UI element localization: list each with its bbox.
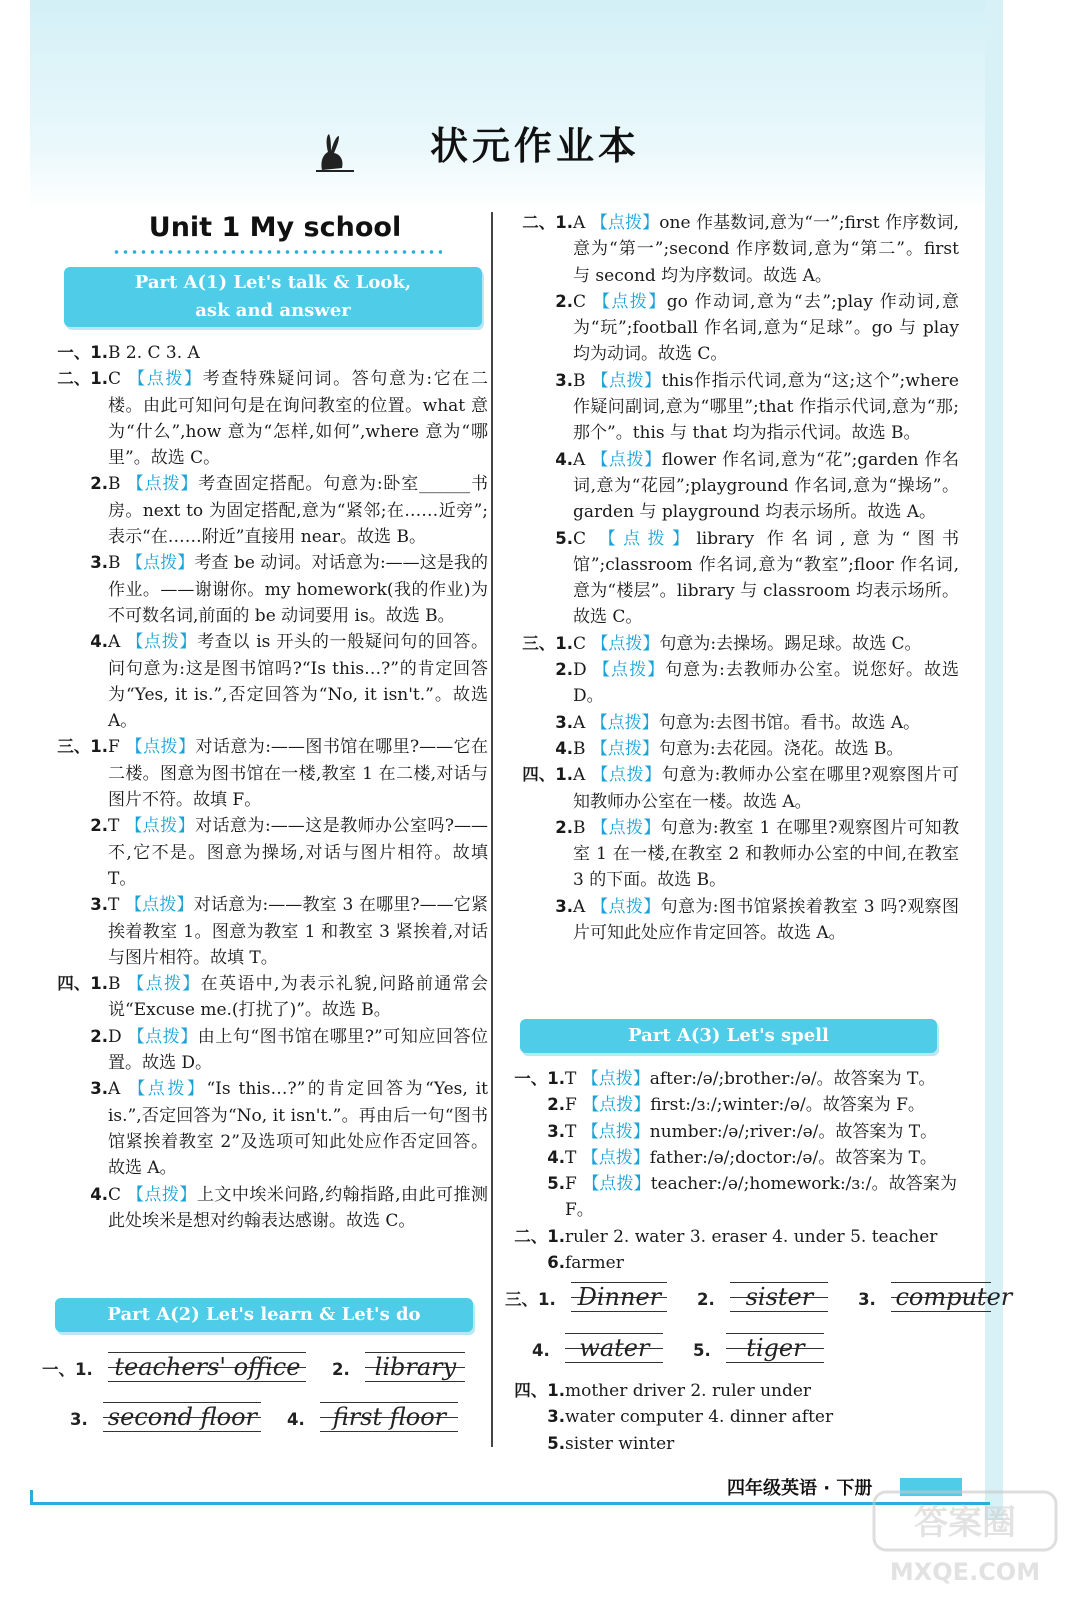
answer-letter: B	[108, 974, 128, 995]
answer-item	[505, 1431, 957, 1457]
answer-text: mother driver 2. ruler under	[565, 1381, 812, 1401]
answer-item	[505, 1171, 957, 1224]
watermark-line1: 答案圈	[914, 1503, 1016, 1543]
answer-letter: B	[573, 738, 591, 759]
answer-text: “Is this…?”的肯定回答为“Yes, it is.”,否定回答为“No, it isn't.”。再由后一句“图书馆紧挨着教室 2”及选项可知此处应作否定回答。故选 A。	[108, 1079, 489, 1179]
handwritten-word: computer	[895, 1283, 1013, 1311]
hint-tag: 【点拨】	[126, 1184, 197, 1205]
answer-text: 句意为:去图书馆。看书。故选 A。	[658, 712, 921, 733]
item-number: 4.	[287, 1410, 305, 1429]
answer-text: father:/ə/;doctor:/ə/。故答案为 T。	[649, 1147, 937, 1168]
page-title: 状元作业本	[429, 124, 640, 168]
hint-tag: 【点拨】	[590, 712, 659, 733]
item-number: 四、1.	[57, 974, 108, 994]
handwriting-row	[532, 1333, 824, 1363]
item-number: 3.	[555, 896, 573, 916]
answer-text: 句意为:图书馆紧挨着教室 3 吗?观察图片可知此处应作肯定回答。故选 A。	[573, 896, 960, 944]
answer-text: 考查固定搭配。句意为:卧室______书房。next to 为固定搭配,意为“紧邻;在……近旁”;表示“在……附近”直接用 near。故选 B。	[108, 474, 489, 548]
item-number: 二、1.	[522, 213, 573, 232]
item-number: 5.	[547, 1433, 565, 1453]
handwriting-row	[42, 1352, 465, 1382]
handwritten-answer	[571, 1282, 667, 1312]
answer-text: 对话意为:——这是教师办公室吗?——不,它不是。图意为操场,对话与图片相符。故填 T。	[108, 816, 489, 889]
answer-letter: B	[573, 370, 592, 391]
hint-tag: 【点拨】	[591, 765, 662, 786]
answer-text: 句意为:教师办公室在哪里?观察图片可知教师办公室在一楼。故选 A。	[573, 765, 959, 812]
item-number: 4.	[547, 1147, 565, 1167]
item-number: 一、1.	[57, 343, 108, 362]
item-number: 4.	[555, 738, 573, 758]
answer-item	[505, 1250, 957, 1276]
answer-item	[48, 734, 488, 813]
handwritten-answer	[730, 1282, 828, 1312]
answer-text: number:/ə/;river:/ə/。故答案为 T。	[649, 1121, 938, 1142]
answer-text: teacher:/ə/;homework:/ɜː/。故答案为 F。	[565, 1174, 958, 1221]
item-number: 3.	[90, 895, 108, 915]
answer-letter: C	[108, 369, 129, 390]
hint-tag: 【点拨】	[128, 1079, 207, 1100]
item-number: 2.	[90, 816, 108, 836]
handwritten-answer	[726, 1333, 824, 1363]
banner-part-a1-line1: Part A(1) Let's talk & Look,	[134, 272, 412, 293]
footer-grade-label: 四年级英语 · 下册	[727, 1478, 873, 1499]
hint-tag: 【点拨】	[591, 370, 662, 391]
hint-tag: 【点拨】	[593, 660, 666, 681]
item-number: 2.	[555, 817, 573, 837]
answer-item	[505, 1404, 957, 1430]
answer-text: flower 作名词,意为“花”;garden 作名词,意为“花园”;playground 作名词,意为“操场”。garden 与 playground 均表示场所。故选 A。	[573, 449, 960, 523]
answer-letter: A	[573, 712, 591, 733]
answer-item	[505, 1378, 957, 1404]
answer-item	[48, 471, 488, 550]
handwritten-answer	[565, 1333, 663, 1363]
hint-tag: 【点拨】	[590, 738, 659, 759]
handwritten-answer	[108, 1352, 306, 1382]
item-number: 二、1.	[514, 1226, 565, 1246]
answer-letter: C	[573, 291, 593, 312]
item-number: 2.	[90, 474, 108, 494]
answer-text: library 作名词,意为“图书馆”;classroom 作名词,意为“教室”;floor 作名词,意为“楼层”。library 与 classroom 均表示场所。故选 C。	[573, 528, 960, 628]
answer-item	[513, 657, 959, 710]
item-number: 3.	[547, 1407, 565, 1427]
answer-item	[48, 1182, 488, 1235]
answer-item	[513, 894, 959, 947]
handwritten-word: second floor	[107, 1403, 258, 1431]
answer-item	[48, 550, 488, 629]
hint-tag: 【点拨】	[581, 1147, 650, 1168]
answer-text: farmer	[565, 1253, 624, 1274]
answer-text: 上文中埃米问路,约翰指路,由此可推测此处埃米是想对约翰表达感谢。故选 C。	[108, 1184, 489, 1231]
column-divider	[491, 212, 493, 1447]
handwritten-word: water	[579, 1334, 650, 1362]
answer-letter: D	[108, 1026, 128, 1047]
answer-item	[48, 1024, 488, 1077]
answer-text: after:/ə/;brother:/ə/。故答案为 T。	[649, 1069, 936, 1089]
bottom-rule	[30, 1502, 990, 1505]
answer-item	[513, 289, 959, 368]
handwritten-word: library	[374, 1353, 457, 1381]
item-number: 5.	[555, 528, 573, 548]
answer-text: ruler 2. water 3. eraser 4. under 5. teacher	[565, 1226, 938, 1247]
item-number: 2.	[332, 1360, 350, 1379]
hint-tag: 【点拨】	[591, 817, 661, 838]
answer-letter: F	[565, 1174, 583, 1195]
hint-tag: 【点拨】	[581, 1121, 650, 1142]
item-number: 三、1.	[522, 633, 573, 653]
item-number: 4.	[90, 1184, 108, 1204]
right-column	[513, 210, 959, 946]
answer-item	[48, 813, 488, 892]
item-number: 2.	[555, 291, 573, 311]
answer-text: 考查 be 动词。对话意为:——这是我的作业。——谢谢你。my homework(我的作业)为不可数名词,前面的 be 动词要用 is。故选 B。	[108, 553, 488, 626]
handwritten-word: Dinner	[577, 1283, 662, 1311]
answer-text: 句意为:去教师办公室。说您好。故选 D。	[573, 660, 959, 707]
answer-letter: B	[108, 474, 127, 495]
item-number: 一、1.	[514, 1069, 565, 1088]
watermark-logo-icon	[870, 1488, 1060, 1588]
item-number: 2.	[555, 660, 573, 680]
item-number: 三、1.	[505, 1290, 556, 1309]
answer-text: 在英语中,为表示礼貌,问路前通常会说“Excuse me.(打扰了)”。故选 B。	[108, 974, 488, 1021]
answer-letter: A	[573, 213, 591, 233]
answer-item	[48, 1076, 488, 1181]
handwritten-answer	[365, 1352, 465, 1382]
item-number: 二、1.	[57, 369, 108, 389]
answer-item	[513, 631, 959, 657]
item-number: 4.	[90, 632, 108, 652]
handwritten-answer	[320, 1402, 458, 1432]
answer-text: B 2. C 3. A	[108, 343, 200, 363]
answer-item	[505, 1066, 957, 1092]
hint-tag: 【点拨】	[127, 1026, 198, 1047]
answer-text: 句意为:去操场。踢足球。故选 C。	[659, 633, 922, 654]
answer-letter: D	[573, 660, 594, 681]
answer-letter: F	[565, 1095, 583, 1116]
answer-text: go 作动词,意为“去”;play 作动词,意为“玩”;football 作名词,意为“足球”。go 与 play 均为动词。故选 C。	[573, 291, 959, 365]
item-number: 5.	[547, 1174, 565, 1194]
hint-tag: 【点拨】	[591, 896, 661, 917]
banner-part-a1	[64, 267, 482, 327]
hint-tag: 【点拨】	[126, 632, 198, 653]
hint-tag: 【点拨】	[125, 737, 196, 758]
left-column	[48, 340, 488, 1234]
item-number: 3.	[858, 1290, 876, 1309]
hint-tag: 【点拨】	[598, 528, 697, 549]
hint-tag: 【点拨】	[591, 449, 662, 470]
answer-letter: T	[108, 816, 126, 837]
answer-item	[48, 892, 488, 971]
banner-part-a3: Part A(3) Let's spell	[520, 1019, 937, 1053]
banner-part-a1-line2: ask and answer	[195, 300, 351, 321]
answer-text: 句意为:教室 1 在哪里?观察图片可知教室 1 在一楼,在教室 2 和教师办公室的中间,在教室 3 的下面。故选 B。	[573, 817, 959, 891]
dotted-divider	[112, 250, 442, 254]
answer-text: 由上句“图书馆在哪里?”可知应回答位置。故选 D。	[108, 1026, 489, 1074]
answer-letter: T	[565, 1147, 582, 1168]
answer-item	[505, 1145, 957, 1171]
answer-item	[513, 736, 959, 762]
handwriting-row	[505, 1282, 1013, 1312]
hint-tag: 【点拨】	[590, 213, 660, 233]
handwritten-word: tiger	[746, 1334, 805, 1362]
answer-text: 对话意为:——教室 3 在哪里?——它紧挨着教室 1。图意为教室 1 和教室 3 紧挨着,对话与图片相符。故填 T。	[108, 895, 489, 968]
item-number: 3.	[555, 712, 573, 732]
item-number: 3.	[547, 1121, 565, 1141]
item-number: 3.	[90, 553, 108, 573]
answer-text: this作指示代词,意为“这;这个”;where 作疑问副词,意为“哪里”;that 作指示代词,意为“那;那个”。this 与 that 均为指示代词。故选 B。	[573, 370, 959, 444]
answer-item	[48, 366, 488, 471]
answer-text: 考查以 is 开头的一般疑问句的回答。问句意为:这是图书馆吗?“Is this…?”的肯定回答为“Yes, it is.”,否定回答为“No, it isn't.”。故选 A。	[108, 632, 489, 732]
answer-letter: C	[573, 528, 599, 549]
handwritten-answer	[103, 1402, 261, 1432]
hint-tag: 【点拨】	[592, 291, 667, 312]
answer-text: 考查特殊疑问词。答句意为:它在二楼。由此可知问句是在询问教室的位置。what 意为“什么”,how 意为“怎样,如何”,where 意为“哪里”。故选 C。	[108, 369, 489, 469]
hint-tag: 【点拨】	[126, 474, 199, 495]
answer-item	[513, 210, 959, 289]
hint-tag: 【点拨】	[582, 1174, 651, 1195]
answer-letter: A	[573, 765, 592, 786]
item-number: 3.	[555, 370, 573, 390]
answer-text: water computer 4. dinner after	[565, 1407, 834, 1428]
item-number: 2.	[697, 1290, 715, 1309]
hint-tag: 【点拨】	[582, 1095, 651, 1116]
answer-text: 对话意为:——图书馆在哪里?——它在二楼。图意为图书馆在一楼,教室 1 在二楼,对话与图片不符。故填 F。	[108, 737, 489, 811]
answer-item	[513, 710, 959, 736]
answer-item	[48, 340, 488, 366]
handwritten-word: first floor	[332, 1403, 447, 1431]
answer-letter: F	[108, 737, 126, 758]
hint-tag: 【点拨】	[591, 633, 660, 654]
item-number: 2.	[547, 1095, 565, 1115]
answer-letter: C	[108, 1184, 127, 1205]
handwritten-answer	[891, 1282, 1013, 1312]
answer-item	[513, 815, 959, 894]
answer-letter: A	[108, 1079, 129, 1100]
answer-letter: A	[573, 449, 592, 470]
watermark-line2: MXQE.COM	[889, 1558, 1041, 1586]
unit-title: Unit 1 My school	[148, 212, 402, 243]
answer-letter: T	[108, 895, 125, 916]
item-number: 三、1.	[57, 737, 108, 757]
answer-letter: B	[573, 817, 592, 838]
handwritten-word: teachers' office	[114, 1353, 301, 1381]
answer-item	[505, 1224, 957, 1250]
answer-item	[513, 526, 959, 631]
answer-text: 句意为:去花园。浇花。故选 B。	[658, 738, 904, 759]
answer-item	[505, 1119, 957, 1145]
item-number: 四、1.	[514, 1381, 565, 1400]
answer-letter: A	[573, 896, 592, 917]
answer-item	[48, 629, 488, 734]
answer-item	[513, 368, 959, 447]
item-number: 四、1.	[522, 765, 573, 785]
answer-item	[513, 762, 959, 815]
answer-text: one 作基数词,意为“一”;first 作序数词,意为“第一”;second 作序数词,意为“第二”。first 与 second 均为序数词。故选 A。	[573, 213, 959, 286]
answer-letter: C	[573, 633, 592, 654]
item-number: 6.	[547, 1253, 565, 1273]
item-number: 4.	[532, 1341, 550, 1360]
answer-item	[513, 447, 959, 526]
answer-text: first:/ɜː/;winter:/ə/。故答案为 F。	[650, 1095, 925, 1116]
item-number: 一、1.	[42, 1360, 93, 1379]
handwritten-word: sister	[745, 1283, 814, 1311]
hint-tag: 【点拨】	[128, 369, 203, 390]
item-number: 3.	[90, 1079, 108, 1099]
hint-tag: 【点拨】	[125, 553, 195, 574]
answer-item	[48, 971, 488, 1024]
hint-tag: 【点拨】	[127, 974, 201, 995]
item-number: 4.	[555, 449, 573, 469]
handwriting-row	[70, 1402, 458, 1432]
hint-tag: 【点拨】	[581, 1069, 650, 1089]
answer-letter: A	[108, 632, 127, 653]
right-column-part-a3-bottom	[505, 1378, 957, 1457]
answer-letter: T	[565, 1069, 582, 1089]
answer-text: sister winter	[565, 1433, 675, 1454]
item-number: 3.	[70, 1410, 88, 1429]
answer-letter: B	[108, 553, 126, 574]
item-number: 5.	[693, 1341, 711, 1360]
hint-tag: 【点拨】	[125, 816, 196, 837]
right-column-part-a3	[505, 1066, 957, 1276]
header-band	[30, 0, 990, 210]
banner-part-a2: Part A(2) Let's learn & Let's do	[55, 1298, 473, 1332]
item-number: 2.	[90, 1026, 108, 1046]
hint-tag: 【点拨】	[124, 895, 194, 916]
bottom-rule-corner	[30, 1490, 33, 1504]
answer-item	[505, 1092, 957, 1118]
answer-letter: T	[565, 1121, 582, 1142]
